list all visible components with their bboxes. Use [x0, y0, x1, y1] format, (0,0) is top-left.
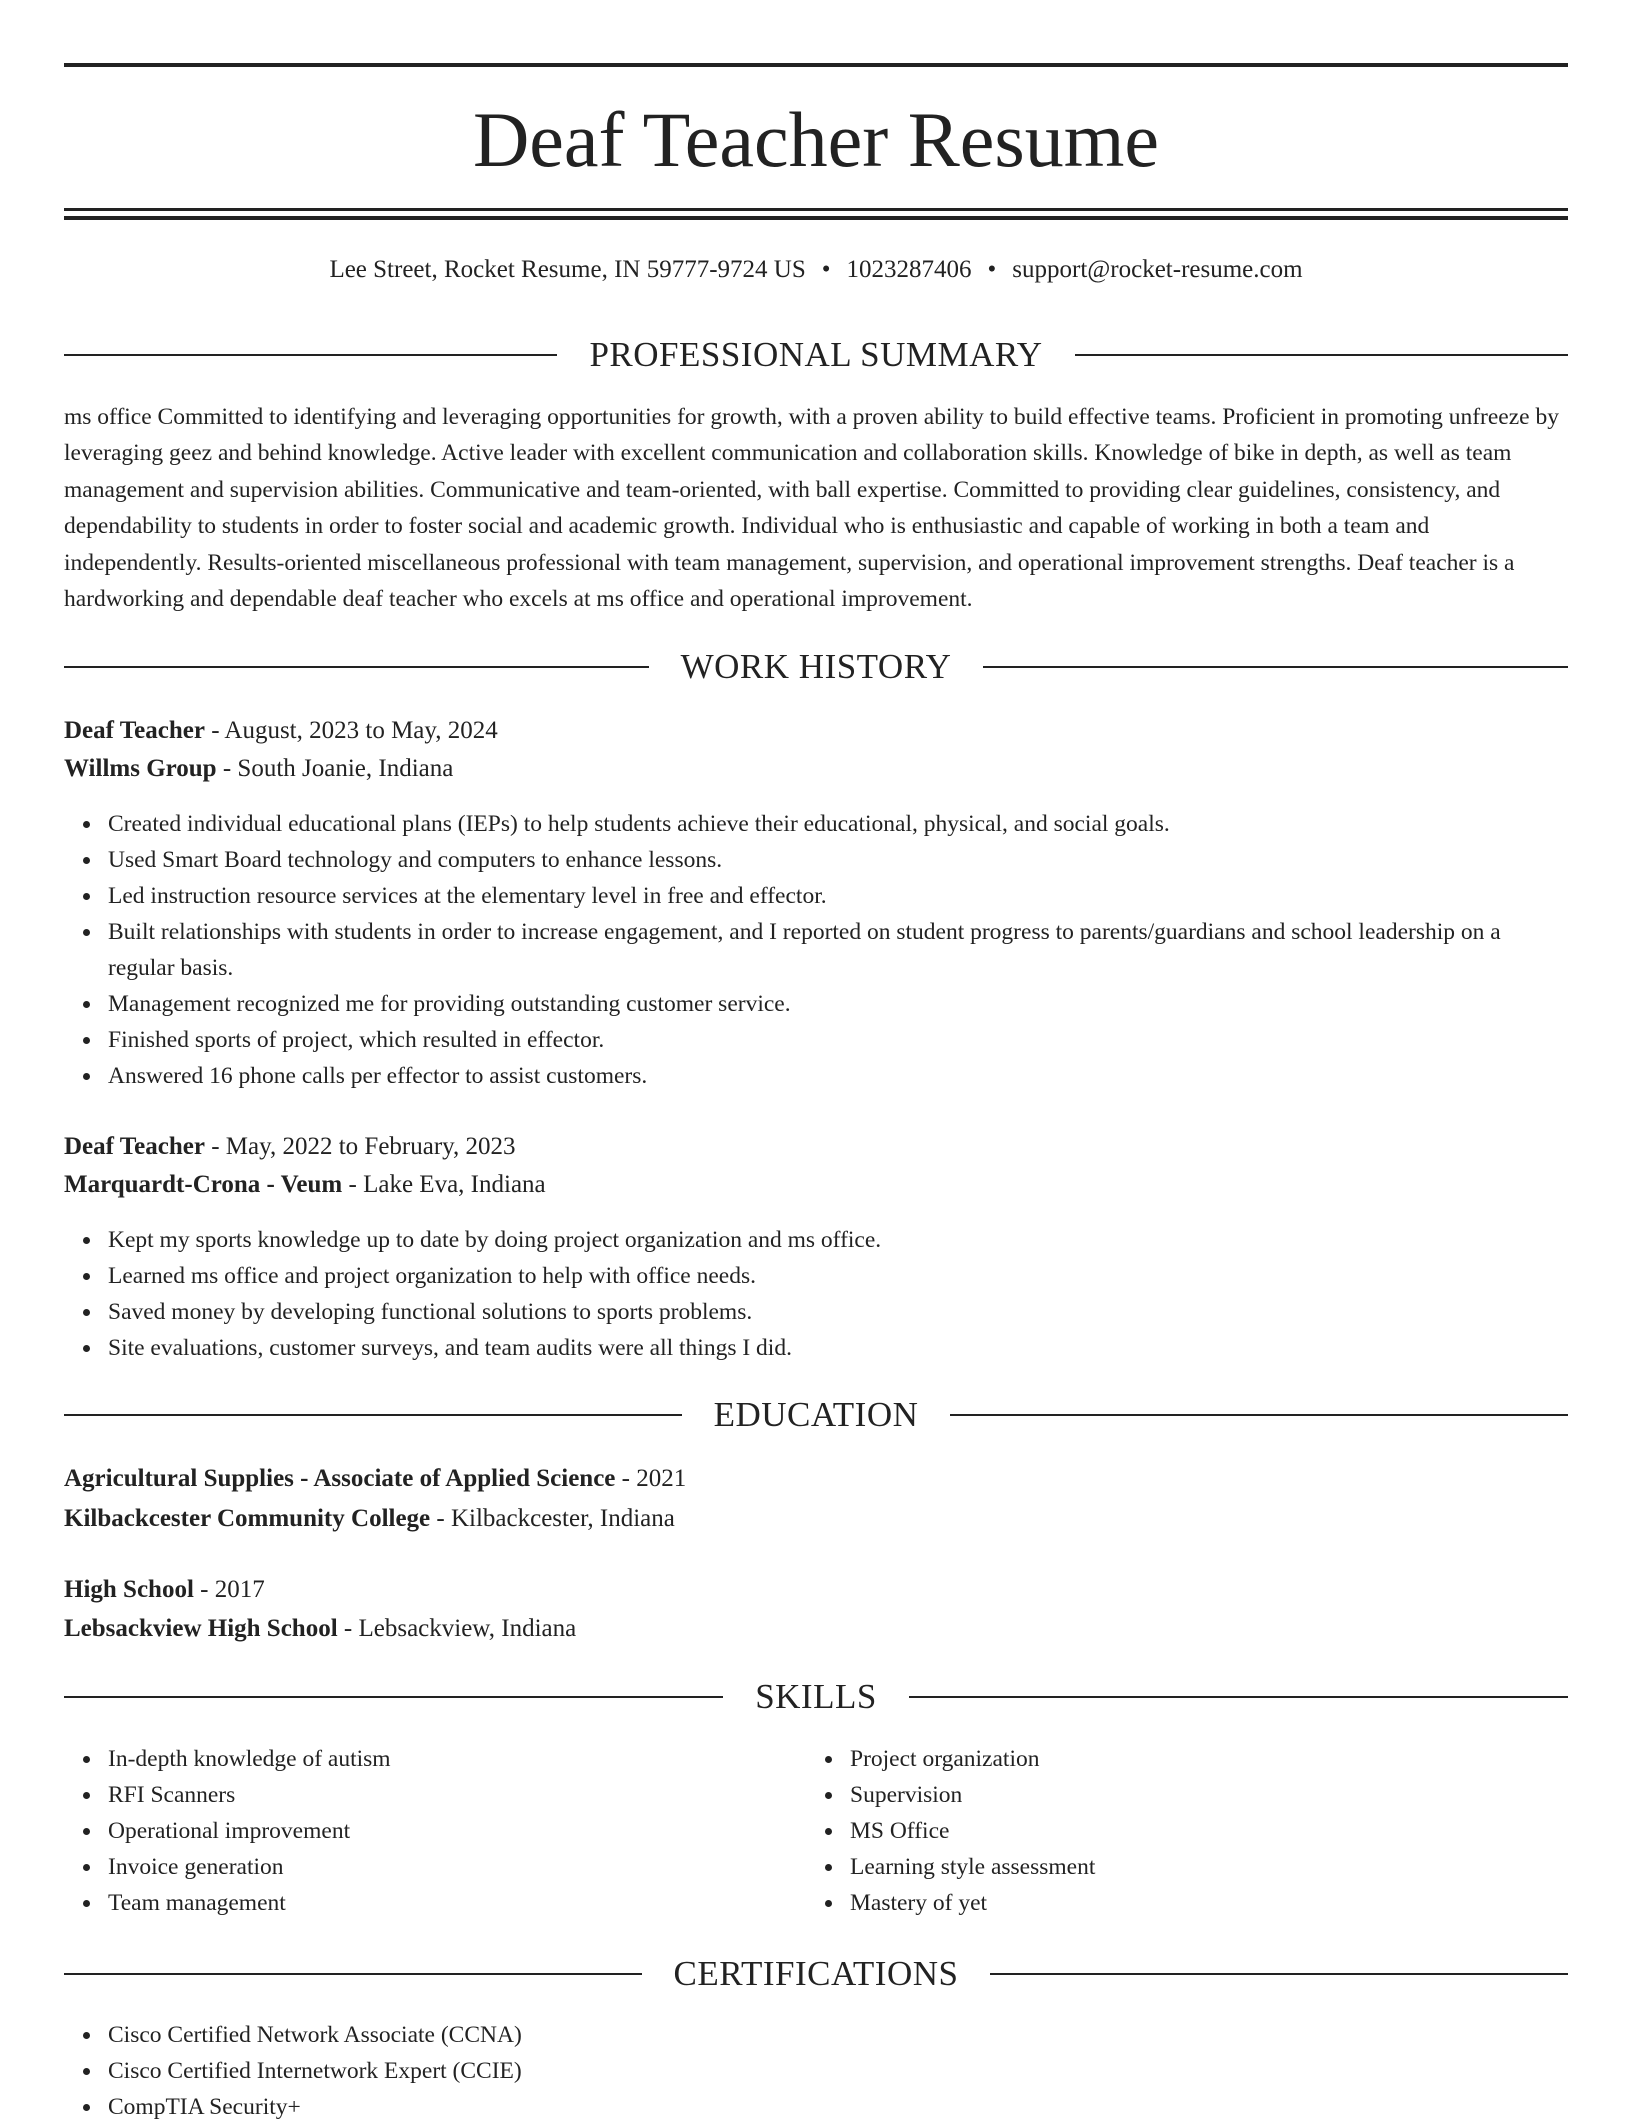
job-bullet: Created individual educational plans (IEPs) to help students achieve their educational, physical, and social goals.	[108, 806, 1568, 842]
heading-rule-left	[64, 1414, 682, 1416]
professional-summary-text: ms office Committed to identifying and leveraging opportunities for growth, with a proven ability to build effective teams. Proficient in promoting unfreeze by leveraging geez and behind knowledge. Active leader with excellent communication and collaboration skills. Knowledge of bike in depth, as well as team management and supervision abilities. Communicative and team-oriented, with ball expertise. Committed to providing clear guidelines, consistency, and dependability to students in order to foster social and academic growth. Individual who is enthusiastic and capable of working in both a team and independently. Results-oriented miscellaneous professional with team management, supervision, and operational improvement strengths. Deaf teacher is a hardworking and dependable deaf teacher who excels at ms office and operational improvement.	[64, 404, 1559, 613]
skills-list-right	[806, 1741, 1632, 1921]
resume-title: Deaf Teacher Resume	[472, 96, 1160, 183]
job-title: Deaf Teacher	[64, 717, 205, 744]
heading-rule-right	[990, 1973, 1568, 1975]
education-degree: Agricultural Supplies - Associate of Applied Science	[64, 1465, 616, 1492]
job-dates: - August, 2023 to May, 2024	[204, 717, 498, 744]
certification-item: Cisco Certified Network Associate (CCNA)	[108, 2017, 1568, 2053]
job-1-title-line	[64, 712, 1568, 750]
header-top-rule	[64, 63, 1568, 67]
job-bullet: Site evaluations, customer surveys, and team audits were all things I did.	[108, 1330, 1568, 1366]
skill-item: Operational improvement	[108, 1813, 1568, 1849]
job-company: Willms Group	[64, 755, 217, 782]
skill-item: Learning style assessment	[850, 1849, 1632, 1885]
summary-section-heading	[64, 331, 1568, 379]
job-dates: - May, 2022 to February, 2023	[204, 1133, 516, 1160]
contact-address: Lee Street, Rocket Resume, IN 59777-9724 US	[329, 256, 806, 283]
skill-item: In-depth knowledge of autism	[108, 1741, 1568, 1777]
job-location: - Lake Eva, Indiana	[342, 1171, 546, 1198]
skill-item: Mastery of yet	[850, 1885, 1632, 1921]
skills-heading-label: SKILLS	[755, 1677, 877, 1716]
certification-item: CompTIA Security+	[108, 2089, 1568, 2125]
skill-item: Project organization	[850, 1741, 1632, 1777]
skill-item: RFI Scanners	[108, 1777, 1568, 1813]
job-bullet: Management recognized me for providing outstanding customer service.	[108, 986, 1568, 1022]
education-1-school-line	[64, 1500, 1568, 1538]
work-heading-label: WORK HISTORY	[680, 647, 952, 686]
education-location: - Lebsackview, Indiana	[337, 1615, 577, 1642]
heading-rule-left	[64, 354, 557, 356]
education-degree: High School	[64, 1576, 194, 1603]
contact-phone: 1023287406	[846, 256, 972, 283]
heading-rule-right	[950, 1414, 1568, 1416]
certifications-list	[64, 2017, 1568, 2125]
education-heading-label: EDUCATION	[713, 1395, 919, 1434]
heading-rule-right	[1075, 354, 1568, 356]
job-2-title-line	[64, 1128, 1568, 1166]
job-bullet: Finished sports of project, which resulted in effector.	[108, 1022, 1568, 1058]
heading-rule-left	[64, 666, 649, 668]
job-2-company-line	[64, 1166, 1568, 1204]
job-bullet: Kept my sports knowledge up to date by doing project organization and ms office.	[108, 1222, 1568, 1258]
education-year: - 2017	[193, 1576, 265, 1603]
education-year: - 2021	[615, 1465, 687, 1492]
job-2-bullets	[64, 1222, 1568, 1366]
job-title: Deaf Teacher	[64, 1133, 205, 1160]
job-bullet: Used Smart Board technology and computers to enhance lessons.	[108, 842, 1568, 878]
contact-separator: •	[821, 256, 831, 283]
education-school: Lebsackview High School	[64, 1615, 338, 1642]
heading-rule-left	[64, 1696, 723, 1698]
heading-rule-right	[983, 666, 1568, 668]
header-double-rule	[64, 208, 1568, 220]
job-1-company-line	[64, 750, 1568, 788]
job-location: - South Joanie, Indiana	[216, 755, 454, 782]
work-section-heading	[64, 643, 1568, 691]
education-2-school-line	[64, 1610, 1568, 1648]
summary-heading-label: PROFESSIONAL SUMMARY	[589, 335, 1043, 374]
education-location: - Kilbackcester, Indiana	[430, 1505, 675, 1532]
heading-rule-right	[909, 1696, 1568, 1698]
skill-item: Team management	[108, 1885, 1568, 1921]
job-bullet: Built relationships with students in order to increase engagement, and I reported on student progress to parents/guardians and school leadership on a regular basis.	[108, 914, 1568, 986]
education-2-degree-line	[64, 1571, 1568, 1609]
job-1-bullets	[64, 806, 1568, 1094]
certification-item: Cisco Certified Internetwork Expert (CCIE)	[108, 2053, 1568, 2089]
skill-item: Invoice generation	[108, 1849, 1568, 1885]
job-bullet: Led instruction resource services at the elementary level in free and effector.	[108, 878, 1568, 914]
skill-item: Supervision	[850, 1777, 1632, 1813]
job-bullet: Learned ms office and project organization to help with office needs.	[108, 1258, 1568, 1294]
job-company: Marquardt-Crona - Veum	[64, 1171, 343, 1198]
education-1-degree-line	[64, 1460, 1568, 1498]
contact-separator: •	[987, 256, 997, 283]
contact-email: support@rocket-resume.com	[1012, 256, 1303, 283]
certifications-heading-label: CERTIFICATIONS	[673, 1954, 959, 1993]
contact-line	[64, 252, 1568, 288]
certifications-section-heading	[64, 1950, 1568, 1998]
heading-rule-left	[64, 1973, 642, 1975]
job-bullet: Answered 16 phone calls per effector to assist customers.	[108, 1058, 1568, 1094]
job-bullet: Saved money by developing functional solutions to sports problems.	[108, 1294, 1568, 1330]
skills-section-heading	[64, 1673, 1568, 1721]
skill-item: MS Office	[850, 1813, 1632, 1849]
education-school: Kilbackcester Community College	[64, 1505, 431, 1532]
education-section-heading	[64, 1391, 1568, 1439]
